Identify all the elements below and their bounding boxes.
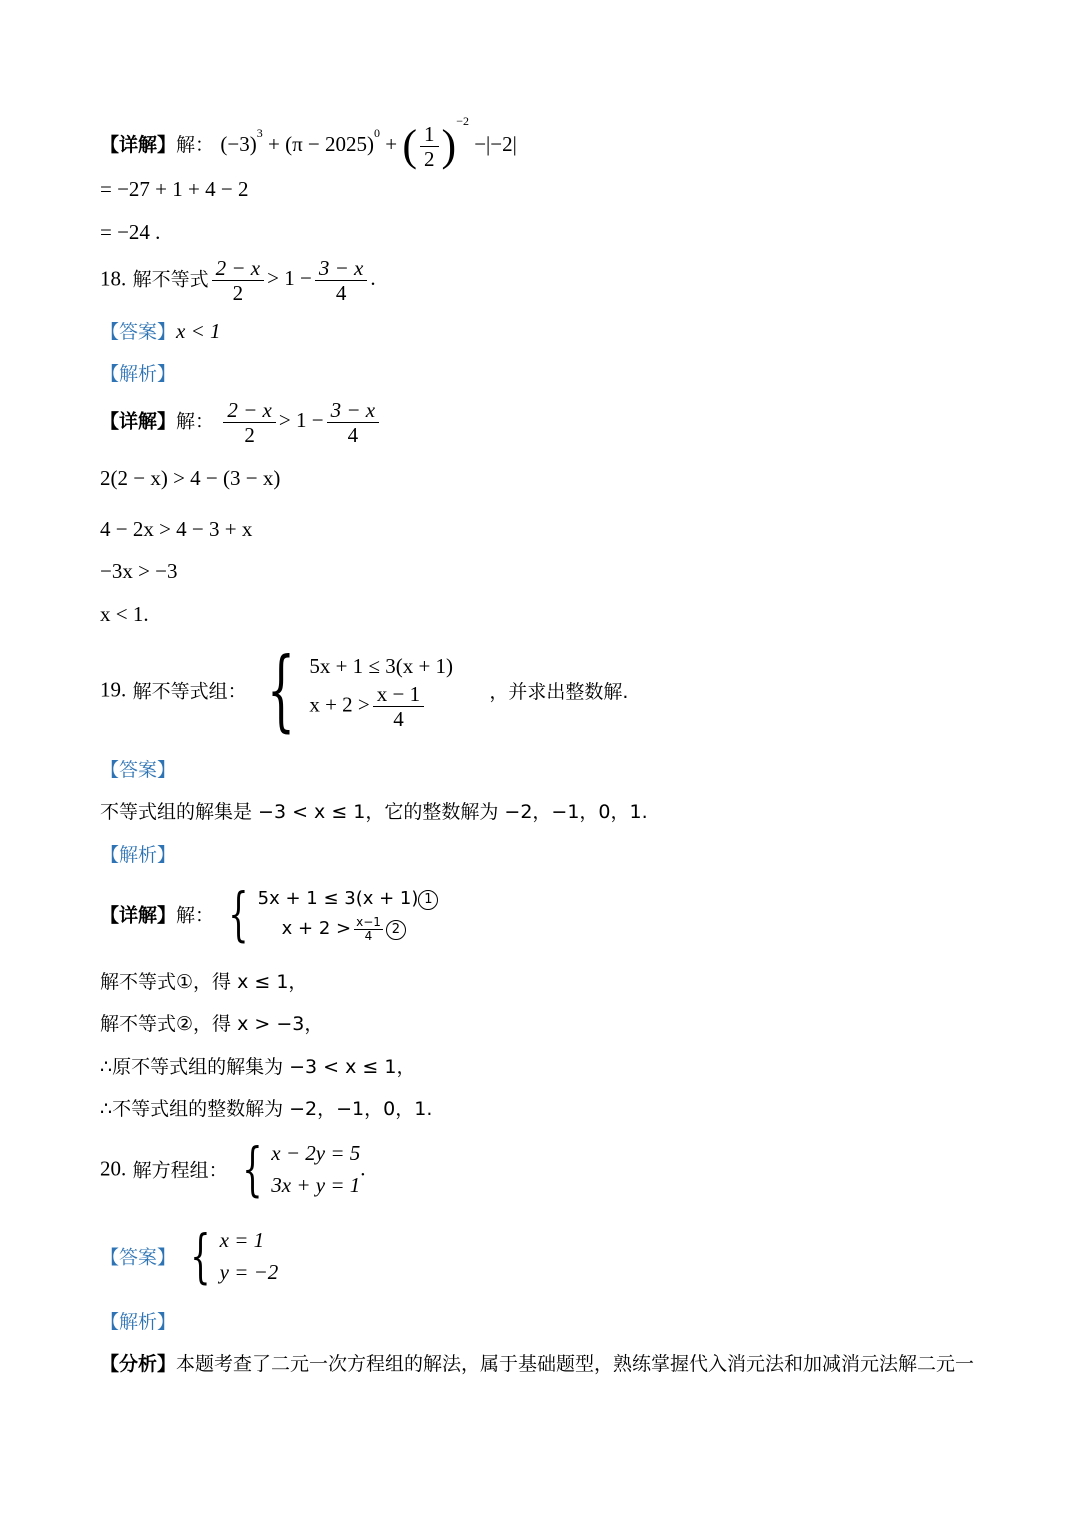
fraction-half — [420, 122, 439, 171]
frac — [373, 682, 424, 731]
jie-label: 解： — [176, 904, 215, 927]
q18-step4: x < 1. — [100, 602, 149, 626]
fenxi-text: 本题考查了二元一次方程组的解法，属于基础题型，熟练掌握代入消元法和加减消元法解二元一 — [176, 1353, 975, 1375]
plus-sign: + — [267, 132, 280, 156]
analysis-label: 【解析】 — [100, 1311, 177, 1333]
question-number: 18. — [100, 266, 127, 291]
frac-den: 4 — [393, 706, 404, 731]
detail-system — [258, 884, 439, 944]
frac-num: 3 − x — [327, 398, 380, 423]
frac-num: 3 − x — [315, 256, 368, 281]
q20-question — [100, 1137, 365, 1201]
circled-2-icon: 2 — [386, 920, 406, 940]
q18-inequality — [209, 256, 376, 305]
detail-row-1 — [258, 884, 439, 914]
q19-analysis-line — [100, 841, 176, 868]
question-number: 19. — [100, 677, 127, 702]
q18-step1: 2(2 − x) > 4 − (3 − x) — [100, 466, 281, 490]
q17-step1: = −27 + 1 + 4 − 2 — [100, 177, 249, 201]
small-frac — [354, 916, 383, 943]
detail-label: 【详解】 — [100, 904, 177, 927]
frac-den: 2 — [424, 146, 435, 171]
period: . — [360, 1156, 366, 1181]
exp-0: 0 — [374, 126, 381, 140]
right-paren: ) — [441, 121, 457, 171]
left-paren: ( — [402, 121, 418, 171]
circled-1-icon: 1 — [418, 890, 438, 910]
q18-step3: −3x > −3 — [100, 559, 178, 583]
detail-row-2 — [258, 914, 439, 944]
q18-question — [100, 256, 376, 305]
q19-answer: 不等式组的解集是 −3 < x ≤ 1，它的整数解为 −2，−1，0，1. — [100, 801, 648, 823]
left-brace: { — [228, 880, 249, 948]
frac-right — [315, 256, 368, 305]
jie-label: 解： — [176, 410, 215, 433]
question-prompt: 解方程组： — [132, 1159, 228, 1182]
frac-den: 4 — [335, 281, 347, 305]
inequality-system — [309, 650, 453, 731]
question-prompt: 解不等式 — [132, 268, 209, 291]
q19-line3: ∴原不等式组的解集为 −3 < x ≤ 1， — [100, 1056, 416, 1078]
frac-num: 1 — [420, 122, 439, 147]
equation-1: x − 2y = 5 — [271, 1141, 361, 1165]
q17-detail-line — [100, 108, 517, 171]
q18-detail-inequality — [220, 398, 382, 447]
ineq-mid: > 1 − — [278, 408, 324, 433]
left-brace: { — [242, 1135, 263, 1203]
answer-system — [220, 1224, 279, 1288]
exp-3: 3 — [256, 126, 263, 140]
row1-text: 5x + 1 ≤ 3(x + 1) — [257, 888, 419, 909]
system-row-1: 5x + 1 ≤ 3(x + 1) — [309, 653, 454, 678]
exp-neg2: −2 — [456, 114, 469, 128]
q17-expression: $(-3)^3 + (\pi - 2025)^0$ + ( $\frac{1}{2}$ )$^{-2}$ −|−2| — [220, 114, 517, 171]
question-prompt: 解不等式组： — [132, 680, 247, 703]
frac-num: 2 − x — [212, 256, 265, 281]
answer-y: y = −2 — [219, 1260, 279, 1284]
answer-label: 【答案】 — [100, 759, 177, 781]
frac-num: 2 − x — [223, 398, 276, 423]
answer-value: x < 1 — [176, 319, 221, 343]
q19-detail-line — [100, 880, 438, 948]
equation-system — [271, 1137, 360, 1201]
left-brace: { — [266, 638, 295, 741]
answer-x: x = 1 — [219, 1228, 265, 1252]
jie-label: 解： — [176, 134, 215, 156]
frac-den: 4 — [347, 423, 359, 447]
frac-den: 4 — [364, 928, 373, 943]
question-suffix: ，并求出整数解. — [489, 680, 629, 703]
frac-left — [223, 398, 276, 447]
term-abs: −|−2| — [474, 132, 517, 156]
row2-left: x + 2 > — [309, 691, 370, 716]
left-brace: { — [190, 1222, 211, 1290]
q20-fenxi-line — [100, 1350, 974, 1377]
detail-label: 【详解】 — [100, 134, 177, 156]
q19-answer-label-line — [100, 756, 176, 783]
detail-label: 【详解】 — [100, 410, 177, 433]
question-number: 20. — [100, 1156, 127, 1181]
frac-den: 2 — [244, 423, 255, 447]
period: . — [370, 266, 376, 291]
q19-question — [100, 638, 629, 741]
q18-analysis-line — [100, 360, 176, 387]
answer-label: 【答案】 — [100, 1246, 177, 1269]
frac-den: 2 — [232, 281, 244, 305]
q19-line4: ∴不等式组的整数解为 −2，−1，0，1. — [100, 1098, 433, 1120]
q20-analysis-line — [100, 1308, 176, 1335]
ineq-mid: > 1 − — [267, 266, 312, 291]
row2-text: x + 2 > — [281, 918, 352, 939]
q18-step2: 4 − 2x > 4 − 3 + x — [100, 517, 253, 541]
q20-answer-line — [100, 1224, 278, 1288]
analysis-label: 【解析】 — [100, 844, 177, 866]
analysis-label: 【解析】 — [100, 363, 177, 385]
system-row-2 — [309, 682, 453, 731]
q19-line1: 解不等式①，得 x ≤ 1， — [100, 971, 308, 993]
frac-num: x−1 — [356, 914, 381, 929]
term-neg3: −3 — [227, 132, 250, 156]
equation-2: 3x + y = 1 — [271, 1173, 361, 1197]
q19-line2: 解不等式②，得 x > −3， — [100, 1013, 324, 1035]
q17-step2: = −24 . — [100, 220, 161, 244]
q18-detail-line — [100, 398, 382, 447]
answer-label: 【答案】 — [100, 321, 177, 343]
fenxi-label: 【分析】 — [100, 1353, 177, 1375]
frac-right — [327, 398, 380, 447]
term-pi: π − 2025 — [292, 132, 368, 156]
plus-sign-2: + — [385, 132, 398, 156]
q18-answer-line — [100, 318, 221, 345]
frac-left — [212, 256, 265, 305]
frac-num: x − 1 — [373, 682, 424, 707]
